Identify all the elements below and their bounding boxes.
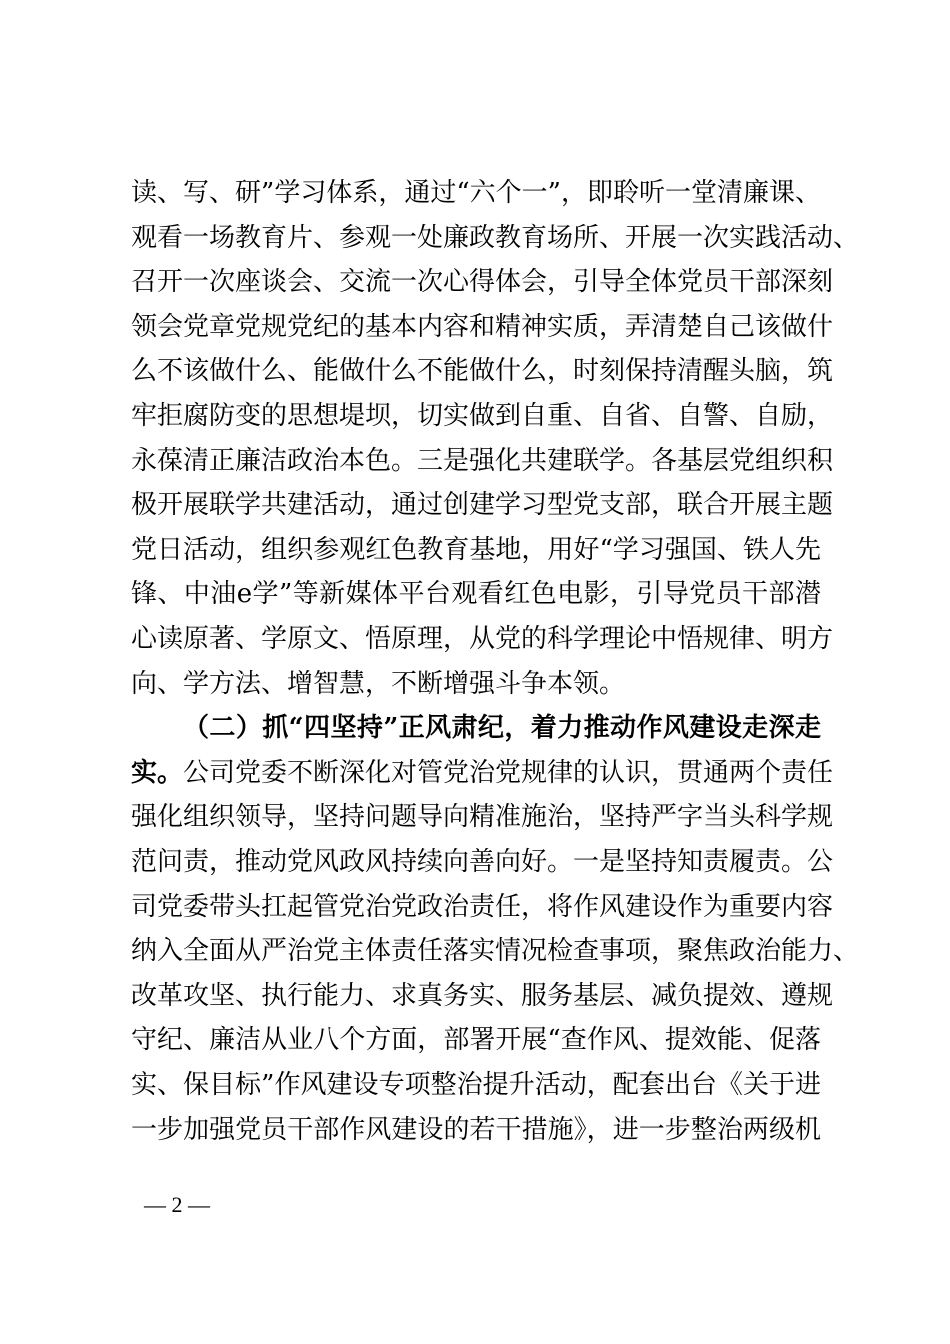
body-line: 锋、中油e学”等新媒体平台观看红色电影，引导党员干部潜 [131,579,821,609]
body-line-start: 公司党委不断深化对管党治党规律的认识，贯通两个责任 [183,758,834,788]
body-line: 向、学方法、增智慧，不断增强斗争本领。 [131,669,626,699]
section-heading: （二）抓“四坚持”正风肃纪，着力推动作风建设走深走 [183,713,821,743]
body-line: 极开展联学共建活动，通过创建学习型党支部，联合开展主题 [131,490,834,520]
body-line: 改革攻坚、执行能力、求真务实、服务基层、减负提效、遵规 [131,981,834,1011]
body-line: 领会党章党规党纪的基本内容和精神实质，弄清楚自己该做什 [131,312,834,342]
page-number: — 2 — [144,1192,210,1217]
body-line: 心读原著、学原文、悟原理，从党的科学理论中悟规律、明方 [131,624,834,654]
heading-tail: 实。 [131,758,184,788]
body-line: 强化组织领导，坚持问题导向精准施治，坚持严字当头科学规 [131,802,834,832]
body-line: 读、写、研”学习体系，通过“六个一”，即聆听一堂清廉课、 [131,178,821,208]
heading-continuation-line [131,756,834,790]
body-line: 么不该做什么、能做什么不能做什么，时刻保持清醒头脑，筑 [131,356,834,386]
body-line: 守纪、廉洁从业八个方面，部署开展“查作风、提效能、促落 [131,1025,821,1055]
body-line: 纳入全面从严治党主体责任落实情况检查事项，聚焦政治能力、 [131,936,860,966]
body-line: 观看一场教育片、参观一处廉政教育场所、开展一次实践活动、 [131,223,860,253]
body-line: 永葆清正廉洁政治本色。三是强化共建联学。各基层党组织积 [131,446,834,476]
body-line: 牢拒腐防变的思想堤坝，切实做到自重、自省、自警、自励， [131,401,834,431]
body-line: 召开一次座谈会、交流一次心得体会，引导全体党员干部深刻 [131,267,834,297]
body-line: 范问责，推动党风政风持续向善向好。一是坚持知责履责。公 [131,847,834,877]
body-line: 司党委带头扛起管党治党政治责任，将作风建设作为重要内容 [131,892,834,922]
body-line: 一步加强党员干部作风建设的若干措施》，进一步整治两级机 [131,1115,821,1145]
body-line: 实、保目标”作风建设专项整治提升活动，配套出台《关于进 [131,1070,821,1100]
body-line: 党日活动，组织参观红色教育基地，用好“学习强国、铁人先 [131,535,821,565]
